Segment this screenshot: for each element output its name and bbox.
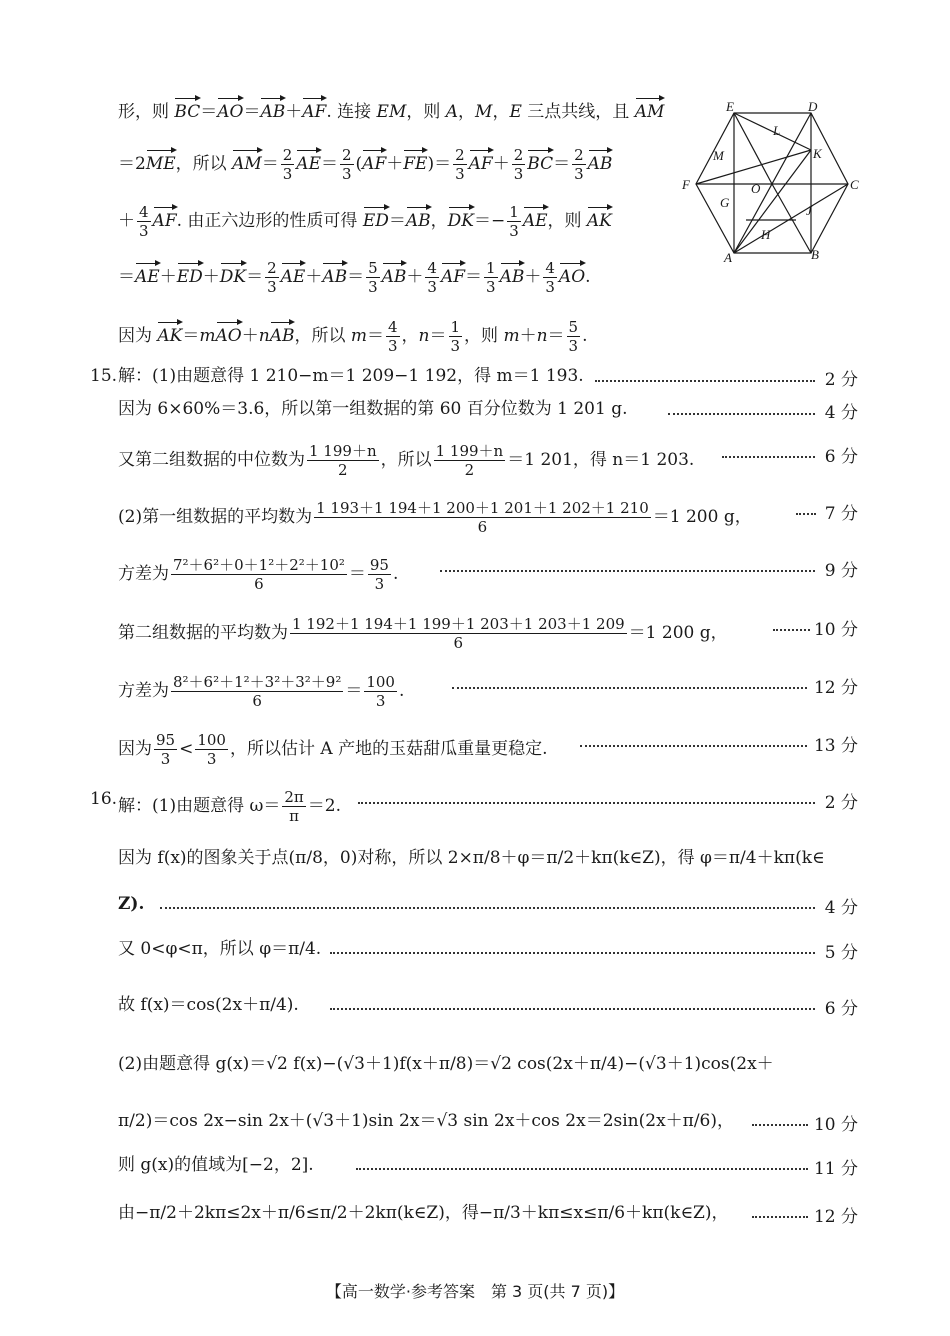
label-L: L — [773, 123, 781, 138]
p16-number: 16. — [90, 789, 118, 809]
label-A: A — [724, 250, 732, 265]
p15-line-5: 方差为 $\frac{\text{7²＋6²＋0＋1²＋2²＋10²}}{6}$ ＝ $\frac{95}{3}$ . — [118, 556, 399, 593]
p16-line-5: 故 f(x)＝cos(2x＋π/4). — [118, 995, 299, 1015]
p15-line-4: (2)第一组数据的平均数为 $\frac{1 193+1 194+1 200+1 201+1 202+1 210}{6}$ ＝1 200 g， — [118, 499, 752, 536]
p15-line-6: 第二组数据的平均数为 $\frac{1 192+1 194+1 199+1 203+1 203+1 209}{6}$ ＝1 200 g， — [118, 615, 728, 652]
prev-line-3: ＋ $\frac{4}{3}$ AF. 由正六边形的性质可得 ED＝AB，DK＝− $\frac{1}{3}$ AE，则 AK — [118, 203, 612, 240]
score-p16-5: 6 分 — [824, 999, 858, 1019]
label-E: E — [726, 100, 734, 114]
label-H: H — [761, 227, 771, 242]
label-F: F — [682, 177, 690, 192]
score-p16-4: 5 分 — [824, 943, 858, 963]
p16-line-9: 由−π/2＋2kπ≤2x＋π/6≤π/2＋2kπ(k∈Z)，得−π/3＋kπ≤x≤π/6＋kπ(k∈Z)， — [118, 1203, 729, 1223]
prev-line-4: ＝AE＋ED＋DK＝ $\frac{2}{3}$ AE＋AB＝ $\frac{5}{3}$ AB＋ $\frac{4}{3}$ AF＝ $\frac{1}{3}$ AB＋ $\frac{4}{3}$ AO. — [118, 259, 591, 296]
score-p16-8: 11 分 — [813, 1159, 858, 1179]
score-p15-4: 7 分 — [824, 504, 858, 524]
label-D: D — [808, 100, 818, 114]
p16-line-2: 因为 f(x)的图象关于点(π/8，0)对称，所以 2×π/8＋φ＝π/2＋kπ(k∈Z)，得 φ＝π/4＋kπ(k∈ — [118, 848, 825, 868]
p16-line-1: 解：(1)由题意得 ω＝ $\frac{2\pi}{\pi}$ ＝2. — [118, 788, 341, 825]
p15-number: 15. — [90, 366, 118, 386]
score-p15-6: 10 分 — [813, 620, 858, 640]
label-M: M — [713, 148, 724, 163]
p15-line-3: 又第二组数据的中位数为 $\frac{1 199+n}{2}$ ，所以 $\frac{1 199+n}{2}$ ＝1 201，得 n＝1 203. — [118, 442, 695, 479]
label-G: G — [720, 195, 730, 210]
prev-line-5: 因为 AK＝mAO＋nAB，所以 m＝ $\frac{4}{3}$ ，n＝ $\frac{1}{3}$ ，则 m＋n＝ $\frac{5}{3}$ . — [118, 318, 588, 355]
score-p16-9: 12 分 — [813, 1207, 858, 1227]
score-p16-1: 2 分 — [824, 793, 858, 813]
p15-line-2: 因为 6×60%＝3.6，所以第一组数据的第 60 百分位数为 1 201 g. — [118, 399, 628, 419]
hexagon-figure — [676, 100, 866, 265]
p16-line-7: π/2)＝cos 2x−sin 2x＋(√3＋1)sin 2x＝√3 sin 2x＋cos 2x＝2sin(2x＋π/6)， — [118, 1111, 735, 1131]
p16-line-6: (2)由题意得 g(x)＝√2 f(x)−(√3＋1)f(x＋π/8)＝√2 cos(2x＋π/4)−(√3＋1)cos(2x＋ — [118, 1054, 774, 1074]
score-p16-3: 4 分 — [824, 898, 858, 918]
p16-line-8: 则 g(x)的值域为[−2，2]. — [118, 1155, 314, 1175]
prev-line-1: 形，则 BC＝AO＝AB＋AF. 连接 EM，则 A，M，E 三点共线，且 AM — [118, 102, 665, 122]
label-O: O — [751, 181, 761, 196]
label-J: J — [806, 203, 812, 218]
label-B: B — [811, 247, 819, 262]
score-p15-7: 12 分 — [813, 678, 858, 698]
p16-line-3: Z). — [118, 894, 145, 914]
score-p15-3: 6 分 — [824, 447, 858, 467]
score-p15-8: 13 分 — [813, 736, 858, 756]
score-p16-7: 10 分 — [813, 1115, 858, 1135]
label-K: K — [813, 146, 822, 161]
p15-line-8: 因为 $\frac{95}{3}$ < $\frac{100}{3}$ ，所以估计 A 产地的玉菇甜瓜重量更稳定. — [118, 731, 548, 768]
p16-line-4: 又 0<φ<π，所以 φ＝π/4. — [118, 939, 322, 959]
label-C: C — [850, 177, 859, 192]
prev-line-2: ＝2ME，所以 AM＝ $\frac{2}{3}$ AE＝ $\frac{2}{3}$ (AF＋FE)＝ $\frac{2}{3}$ AF＋ $\frac{2}{3}$ BC＝ $\frac{2}{3}$ AB — [118, 146, 613, 183]
page-footer: 【高一数学·参考答案 第 3 页(共 7 页)】 — [325, 1282, 625, 1301]
score-p15-1: 2 分 — [824, 370, 858, 390]
p15-line-7: 方差为 $\frac{\text{8²＋6²＋1²＋3²＋3²＋9²}}{6}$ ＝ $\frac{100}{3}$ . — [118, 673, 405, 710]
score-p15-2: 4 分 — [824, 403, 858, 423]
score-p15-5: 9 分 — [824, 561, 858, 581]
p15-line-1: 解：(1)由题意得 1 210−m＝1 209−1 192，得 m＝1 193. — [118, 366, 584, 386]
